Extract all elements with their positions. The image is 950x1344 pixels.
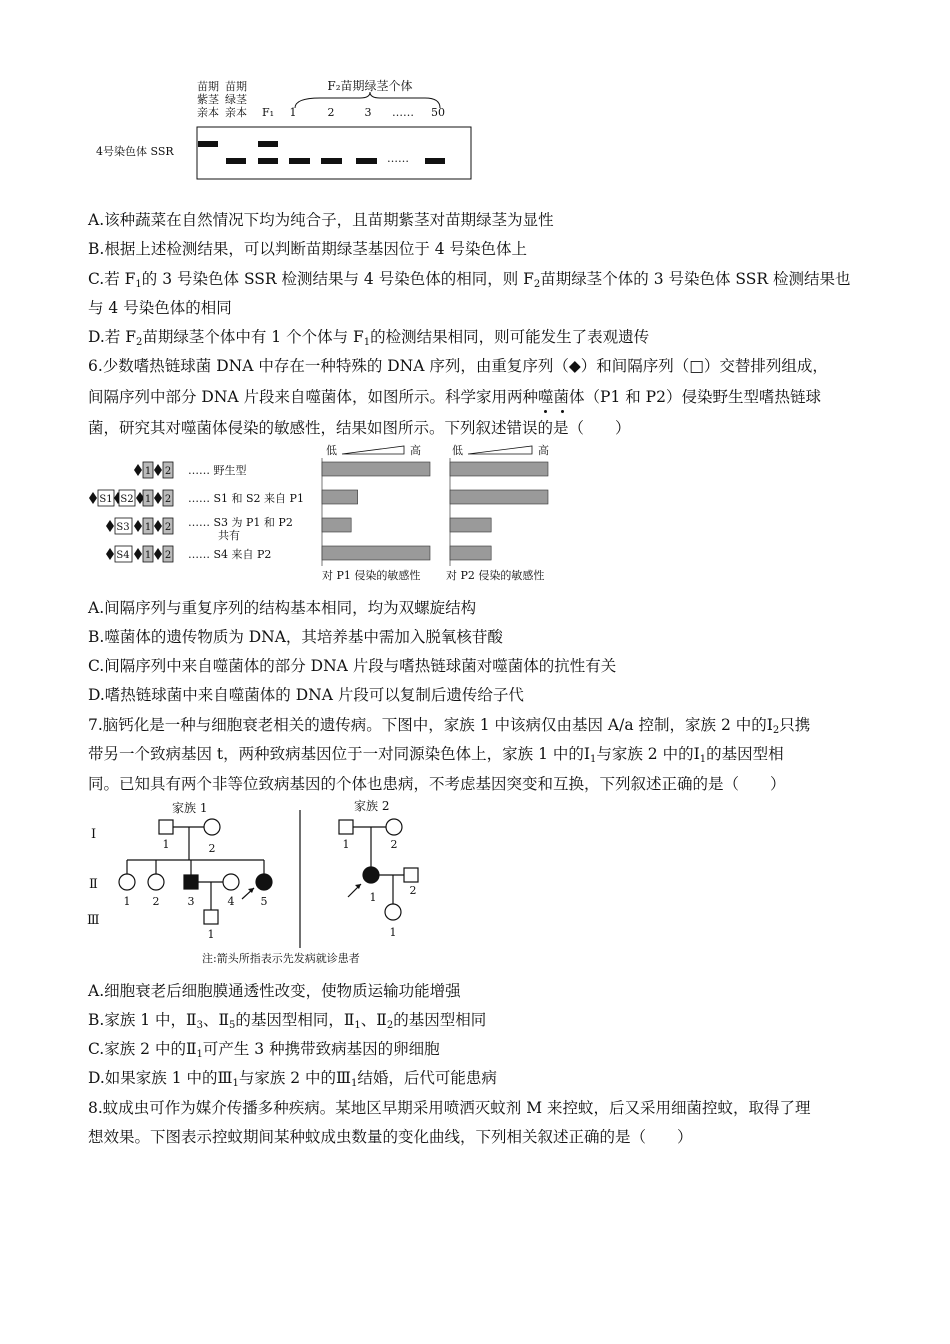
band-green — [226, 158, 246, 164]
p1-high-label: 高 — [410, 444, 421, 457]
p2-bar-3 — [450, 518, 491, 532]
col-green-3: 亲本 — [225, 106, 247, 119]
svg-text:5: 5 — [260, 895, 268, 908]
f1-II1-female — [119, 874, 135, 890]
emphasis-dots — [544, 410, 568, 416]
family1-title: 家族 1 — [172, 801, 208, 815]
phage-figure — [86, 440, 576, 584]
col-f1: F₁ — [261, 106, 275, 119]
row-label: 4号染色体 SSR — [96, 145, 174, 158]
q6-option-c: C.间隔序列中来自噬菌体的部分 DNA 片段与嗜热链球菌对噬菌体的抗性有关 — [88, 657, 617, 675]
svg-text:2: 2 — [152, 895, 160, 908]
col-2: 2 — [327, 106, 335, 119]
svg-text:1: 1 — [123, 895, 131, 908]
spacer-s1: S1 — [99, 494, 113, 505]
p2-wedge — [468, 446, 532, 454]
svg-text:3: 3 — [187, 895, 195, 908]
svg-text:2: 2 — [164, 550, 172, 561]
q8-stem-line2: 想效果。下图表示控蚊期间某种蚊成虫数量的变化曲线，下列相关叙述正确的是（ ） — [88, 1128, 693, 1146]
f1-II3-male-affected — [184, 875, 198, 889]
pedigree-note: 注:箭头所指表示先发病就诊患者 — [202, 952, 360, 965]
pedigree-figure — [86, 798, 436, 968]
spacer-s3: S3 — [116, 522, 130, 533]
col-3: 3 — [364, 106, 372, 119]
f1-I1-male — [159, 820, 173, 834]
p2-bar-1 — [450, 462, 548, 476]
gen-I: Ⅰ — [91, 827, 97, 842]
family2-title: 家族 2 — [354, 799, 390, 813]
row-label-s3-cont: 共有 — [218, 529, 240, 542]
row-label-s3: …… S3 为 P1 和 P2 — [188, 516, 293, 529]
q5-option-b: B.根据上述检测结果，可以判断苗期绿茎基因位于 4 号染色体上 — [88, 240, 528, 258]
band-f1-upper — [258, 141, 278, 147]
svg-text:4: 4 — [227, 895, 235, 908]
p1-bar-1 — [322, 462, 430, 476]
band-50 — [425, 158, 445, 164]
p2-sensitivity-label: 对 P2 侵染的敏感性 — [446, 569, 545, 582]
p2-bar-2 — [450, 490, 548, 504]
svg-text:2: 2 — [390, 838, 398, 851]
q8-stem-line1: 8.蚊成虫可作为媒介传播多种疾病。某地区早期采用喷洒灭蚊剂 M 来控蚊，后又采用细菌控蚊，取得了理 — [88, 1099, 811, 1117]
col-1: 1 — [289, 106, 297, 119]
ssr-gel-figure — [80, 74, 480, 184]
p1-bar-3 — [322, 518, 351, 532]
p1-wedge — [342, 446, 404, 454]
q5-option-a: A.该种蔬菜在自然情况下均为纯合子，且苗期紫茎对苗期绿茎为显性 — [88, 211, 554, 229]
row-s4 — [106, 546, 271, 562]
q7-option-b: B.家族 1 中，$Ⅱ_3$、$Ⅱ_5$的基因型相同，$Ⅱ_1$、$Ⅱ_2$的基因型相同 — [88, 1011, 487, 1031]
p1-bar-2 — [322, 490, 358, 504]
f2-II2-male — [404, 868, 418, 882]
p1-sensitivity-label: 对 P1 侵染的敏感性 — [322, 569, 421, 582]
col-purple-2: 紫茎 — [197, 93, 219, 106]
repeat-num-1: 1 — [144, 466, 152, 477]
row-label-s4: …… S4 来自 P2 — [188, 548, 272, 561]
f1-II4-female — [223, 874, 239, 890]
p1-low-label: 低 — [326, 444, 337, 457]
row-wildtype — [134, 462, 247, 478]
svg-text:1: 1 — [162, 838, 170, 851]
f2-I1-male — [339, 820, 353, 834]
spacer-s2: S2 — [120, 494, 134, 505]
f1-I2-female — [204, 819, 220, 835]
col-purple-3: 亲本 — [197, 106, 219, 119]
col-green-2: 绿茎 — [225, 93, 247, 106]
q5-option-c-line2: 与 4 号染色体的相同 — [88, 299, 232, 317]
q6-stem-line3: 菌，研究其对噬菌体侵染的敏感性，结果如图所示。下列叙述错误的是（ ） — [88, 419, 631, 437]
col-green-1: 苗期 — [225, 80, 247, 93]
f2-II1-female-affected — [363, 867, 379, 883]
svg-text:2: 2 — [409, 884, 417, 897]
gel-box — [197, 127, 471, 179]
col-50: 50 — [431, 106, 445, 119]
svg-text:1: 1 — [144, 494, 152, 505]
f1-II2-female — [148, 874, 164, 890]
f2-I2-female — [386, 819, 402, 835]
repeat-num-2: 2 — [164, 466, 172, 477]
q7-option-c: C.家族 2 中的$Ⅱ_1$可产生 3 种携带致病基因的卵细胞 — [88, 1040, 440, 1060]
row-s3 — [106, 515, 293, 542]
col-dots: …… — [392, 106, 414, 119]
p2-high-label: 高 — [538, 444, 549, 457]
band-purple — [198, 141, 218, 147]
svg-text:1: 1 — [207, 928, 215, 941]
row-label-wildtype: …… 野生型 — [188, 464, 247, 477]
q7-stem-line3: 同。已知具有两个非等位致病基因的个体也患病，不考虑基因突变和互换，下列叙述正确的是（ ） — [88, 775, 786, 793]
f2-III1-female — [385, 904, 401, 920]
q7-stem-line1: 7.脑钙化是一种与细胞衰老相关的遗传病。下图中，家族 1 中该病仅由基因 A/a 控制，家族 2 中的$Ⅰ_2$只携 — [88, 716, 811, 736]
svg-text:1: 1 — [144, 550, 152, 561]
svg-text:1: 1 — [389, 926, 397, 939]
svg-text:2: 2 — [208, 842, 216, 855]
q5-option-d: D.若 $F_2$苗期绿茎个体中有 1 个个体与 $F_1$的检测结果相同，则可能发生了表观遗传 — [88, 328, 650, 348]
band-1 — [289, 158, 310, 164]
q7-stem-line2: 带另一个致病基因 t，两种致病基因位于一对同源染色体上，家族 1 中的$Ⅰ_1$与家族 2 中的$Ⅰ_1$的基因型相 — [88, 745, 784, 765]
p1-bar-4 — [322, 546, 430, 560]
q6-option-a: A.间隔序列与重复序列的结构基本相同，均为双螺旋结构 — [88, 599, 477, 617]
q6-option-d: D.嗜热链球菌中来自噬菌体的 DNA 片段可以复制后遗传给子代 — [88, 686, 524, 704]
svg-text:1: 1 — [369, 891, 377, 904]
q7-option-d: D.如果家族 1 中的$Ⅲ_1$与家族 2 中的$Ⅲ_1$结婚，后代可能患病 — [88, 1069, 497, 1089]
row-label-s1s2: …… S1 和 S2 来自 P1 — [188, 492, 304, 505]
band-dots: …… — [387, 152, 409, 165]
p2-bar-4 — [450, 546, 491, 560]
q7-option-a: A.细胞衰老后细胞膜通透性改变，使物质运输功能增强 — [88, 982, 461, 1000]
q5-option-c-line1: C.若 $F_1$的 3 号染色体 SSR 检测结果与 4 号染色体的相同，则 $F_2$苗期绿茎个体的 3 号染色体 SSR 检测结果也 — [88, 270, 851, 290]
gen-II: Ⅱ — [89, 877, 98, 892]
svg-text:1: 1 — [342, 838, 350, 851]
gen-III: Ⅲ — [87, 913, 100, 928]
svg-text:2: 2 — [164, 494, 172, 505]
f1-III1-male — [204, 910, 218, 924]
f1-II5-female-affected — [256, 874, 272, 890]
band-3 — [356, 158, 377, 164]
band-f1-lower — [258, 158, 278, 164]
row-s1s2 — [89, 490, 304, 506]
q6-stem-line2: 间隔序列中部分 DNA 片段来自噬菌体，如图所示。科学家用两种噬菌体（P1 和 P2）侵染野生型嗜热链球 — [88, 388, 821, 406]
f2-header: F₂苗期绿茎个体 — [327, 79, 413, 93]
spacer-s4: S4 — [116, 550, 130, 561]
col-purple-1: 苗期 — [197, 80, 219, 93]
q6-stem-line1: 6.少数嗜热链球菌 DNA 中存在一种特殊的 DNA 序列，由重复序列（◆）和间隔序列（□）交替排列组成， — [88, 357, 828, 375]
band-2 — [321, 158, 342, 164]
svg-text:2: 2 — [164, 522, 172, 533]
svg-text:1: 1 — [144, 522, 152, 533]
p2-low-label: 低 — [452, 444, 463, 457]
q6-option-b: B.噬菌体的遗传物质为 DNA，其培养基中需加入脱氧核苷酸 — [88, 628, 503, 646]
